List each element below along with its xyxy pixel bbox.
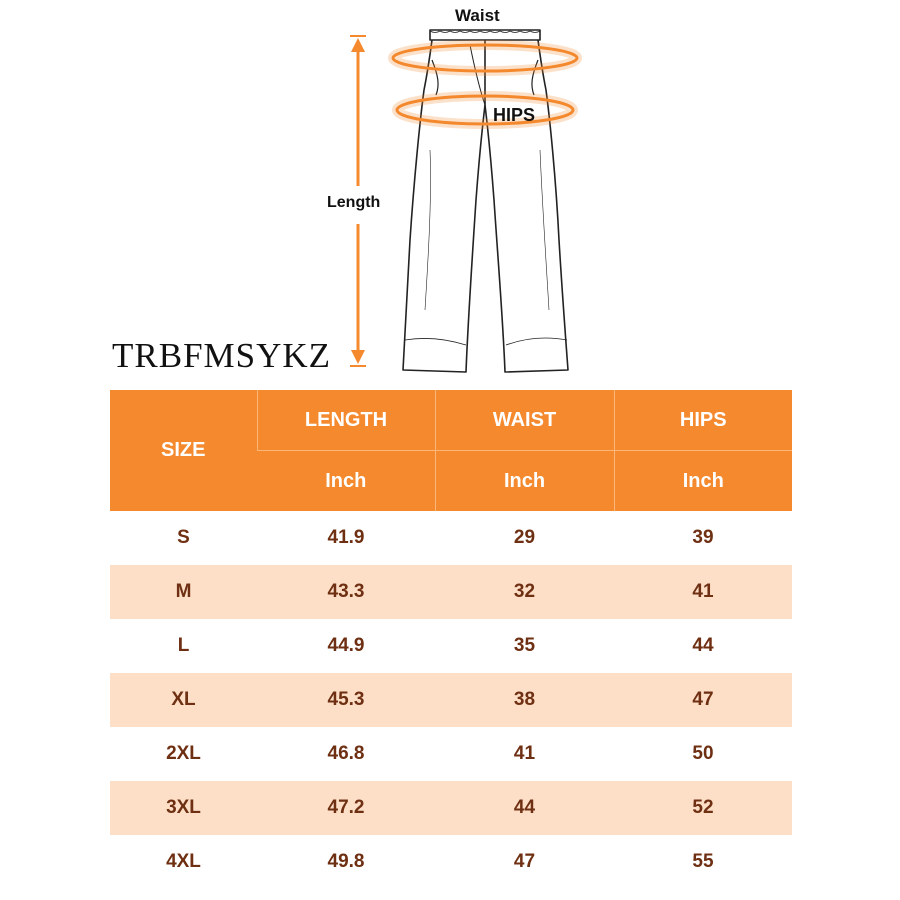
table-row xyxy=(110,727,792,781)
length-label: Length xyxy=(327,194,381,211)
size-header: SIZE xyxy=(110,390,257,511)
waist-header: WAIST xyxy=(435,390,614,451)
length-header: LENGTH xyxy=(257,390,435,451)
table-row xyxy=(110,781,792,835)
size-cell: 4XL xyxy=(110,835,257,889)
brand-name: TRBFMSYKZ xyxy=(112,336,332,375)
hips-header: HIPS xyxy=(614,390,792,451)
size-cell: M xyxy=(110,565,257,619)
waist-cell: 47 xyxy=(435,835,614,889)
size-cell: S xyxy=(110,511,257,565)
hips-unit: Inch xyxy=(614,451,792,512)
table-row xyxy=(110,619,792,673)
length-cell: 43.3 xyxy=(257,565,435,619)
table-row xyxy=(110,835,792,889)
waist-cell: 32 xyxy=(435,565,614,619)
pants-illustration xyxy=(0,0,900,385)
hips-cell: 52 xyxy=(614,781,792,835)
waist-cell: 38 xyxy=(435,673,614,727)
length-cell: 47.2 xyxy=(257,781,435,835)
waist-label: Waist xyxy=(455,6,500,25)
size-cell: 3XL xyxy=(110,781,257,835)
hips-cell: 47 xyxy=(614,673,792,727)
hips-cell: 55 xyxy=(614,835,792,889)
hips-cell: 41 xyxy=(614,565,792,619)
hips-cell: 44 xyxy=(614,619,792,673)
waist-cell: 44 xyxy=(435,781,614,835)
length-cell: 45.3 xyxy=(257,673,435,727)
waist-cell: 35 xyxy=(435,619,614,673)
hips-cell: 50 xyxy=(614,727,792,781)
table-row xyxy=(110,511,792,565)
size-cell: XL xyxy=(110,673,257,727)
size-cell: L xyxy=(110,619,257,673)
pants-outline xyxy=(403,30,568,372)
size-cell: 2XL xyxy=(110,727,257,781)
length-cell: 44.9 xyxy=(257,619,435,673)
length-cell: 46.8 xyxy=(257,727,435,781)
table-row xyxy=(110,673,792,727)
size-chart-table xyxy=(110,390,792,889)
length-cell: 41.9 xyxy=(257,511,435,565)
pants-diagram xyxy=(0,0,900,385)
table-row xyxy=(110,565,792,619)
length-unit: Inch xyxy=(257,451,435,512)
hips-label: HIPS xyxy=(493,105,536,125)
table-header-row xyxy=(110,390,792,451)
waist-cell: 29 xyxy=(435,511,614,565)
waist-cell: 41 xyxy=(435,727,614,781)
length-cell: 49.8 xyxy=(257,835,435,889)
hips-cell: 39 xyxy=(614,511,792,565)
waist-unit: Inch xyxy=(435,451,614,512)
